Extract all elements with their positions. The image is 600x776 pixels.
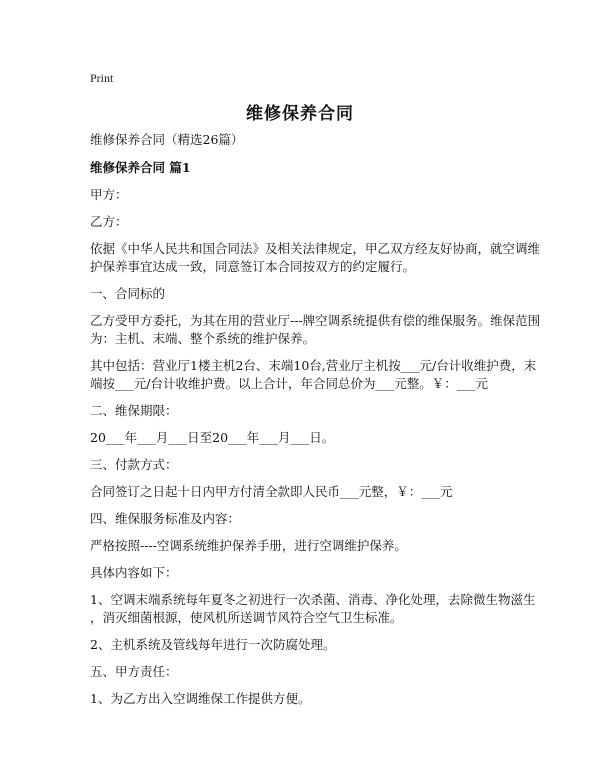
paragraph-line: 2、主机系统及管线每年进行一次防腐处理。 — [90, 637, 336, 652]
clause-heading: 二、维保期限： — [90, 403, 178, 418]
paragraph-line: 具体内容如下： — [90, 565, 178, 580]
paragraph-line: 为：主机、末端、整个系统的维护保养。 — [90, 331, 316, 346]
clause-heading: 一、合同标的 — [90, 286, 166, 301]
paragraph-line: 端按___元/台计收维护费。以上合计，年合同总价为___元整。￥：___元 — [90, 376, 488, 391]
paragraph-line: 1、为乙方出入空调维保工作提供方便。 — [90, 691, 311, 706]
paragraph-line: 护保养事宜达成一致，同意签订本合同按双方的约定履行。 — [90, 259, 416, 274]
print-label: Print — [90, 71, 114, 85]
clause-heading: 三、付款方式： — [90, 457, 178, 472]
page-title: 维修保养合同 — [246, 104, 354, 124]
paragraph-line: 其中包括：营业厅1楼主机2台、末端10台,营业厅主机按___元/台计收维护费，末 — [90, 358, 537, 373]
paragraph-line: 乙方受甲方委托，为其在用的营业厅---牌空调系统提供有偿的维保服务。维保范围 — [90, 313, 541, 328]
paragraph-line: 依据《中华人民共和国合同法》及相关法律规定，甲乙双方经友好协商，就空调维 — [90, 241, 541, 256]
document-subtitle: 维修保养合同（精选26篇） — [90, 132, 244, 147]
section-heading: 维修保养合同 篇1 — [90, 160, 191, 175]
clause-heading: 五、甲方责任： — [90, 664, 178, 679]
paragraph-line: ，消灭细菌根源，使风机所送调节风符合空气卫生标准。 — [90, 610, 403, 625]
paragraph-line: 20___年___月___日至20___年___月___日。 — [90, 430, 335, 445]
paragraph-line: 合同签订之日起十日内甲方付清全款即人民币___元整，￥：___元 — [90, 484, 453, 499]
party-a-line: 甲方： — [90, 187, 128, 202]
party-b-line: 乙方： — [90, 214, 128, 229]
clause-heading: 四、维保服务标准及内容： — [90, 511, 241, 526]
paragraph-line: 1、空调末端系统每年夏冬之初进行一次杀菌、消毒、净化处理，去除微生物滋生 — [90, 592, 536, 607]
paragraph-line: 严格按照----空调系统维护保养手册，进行空调维护保养。 — [90, 538, 407, 553]
